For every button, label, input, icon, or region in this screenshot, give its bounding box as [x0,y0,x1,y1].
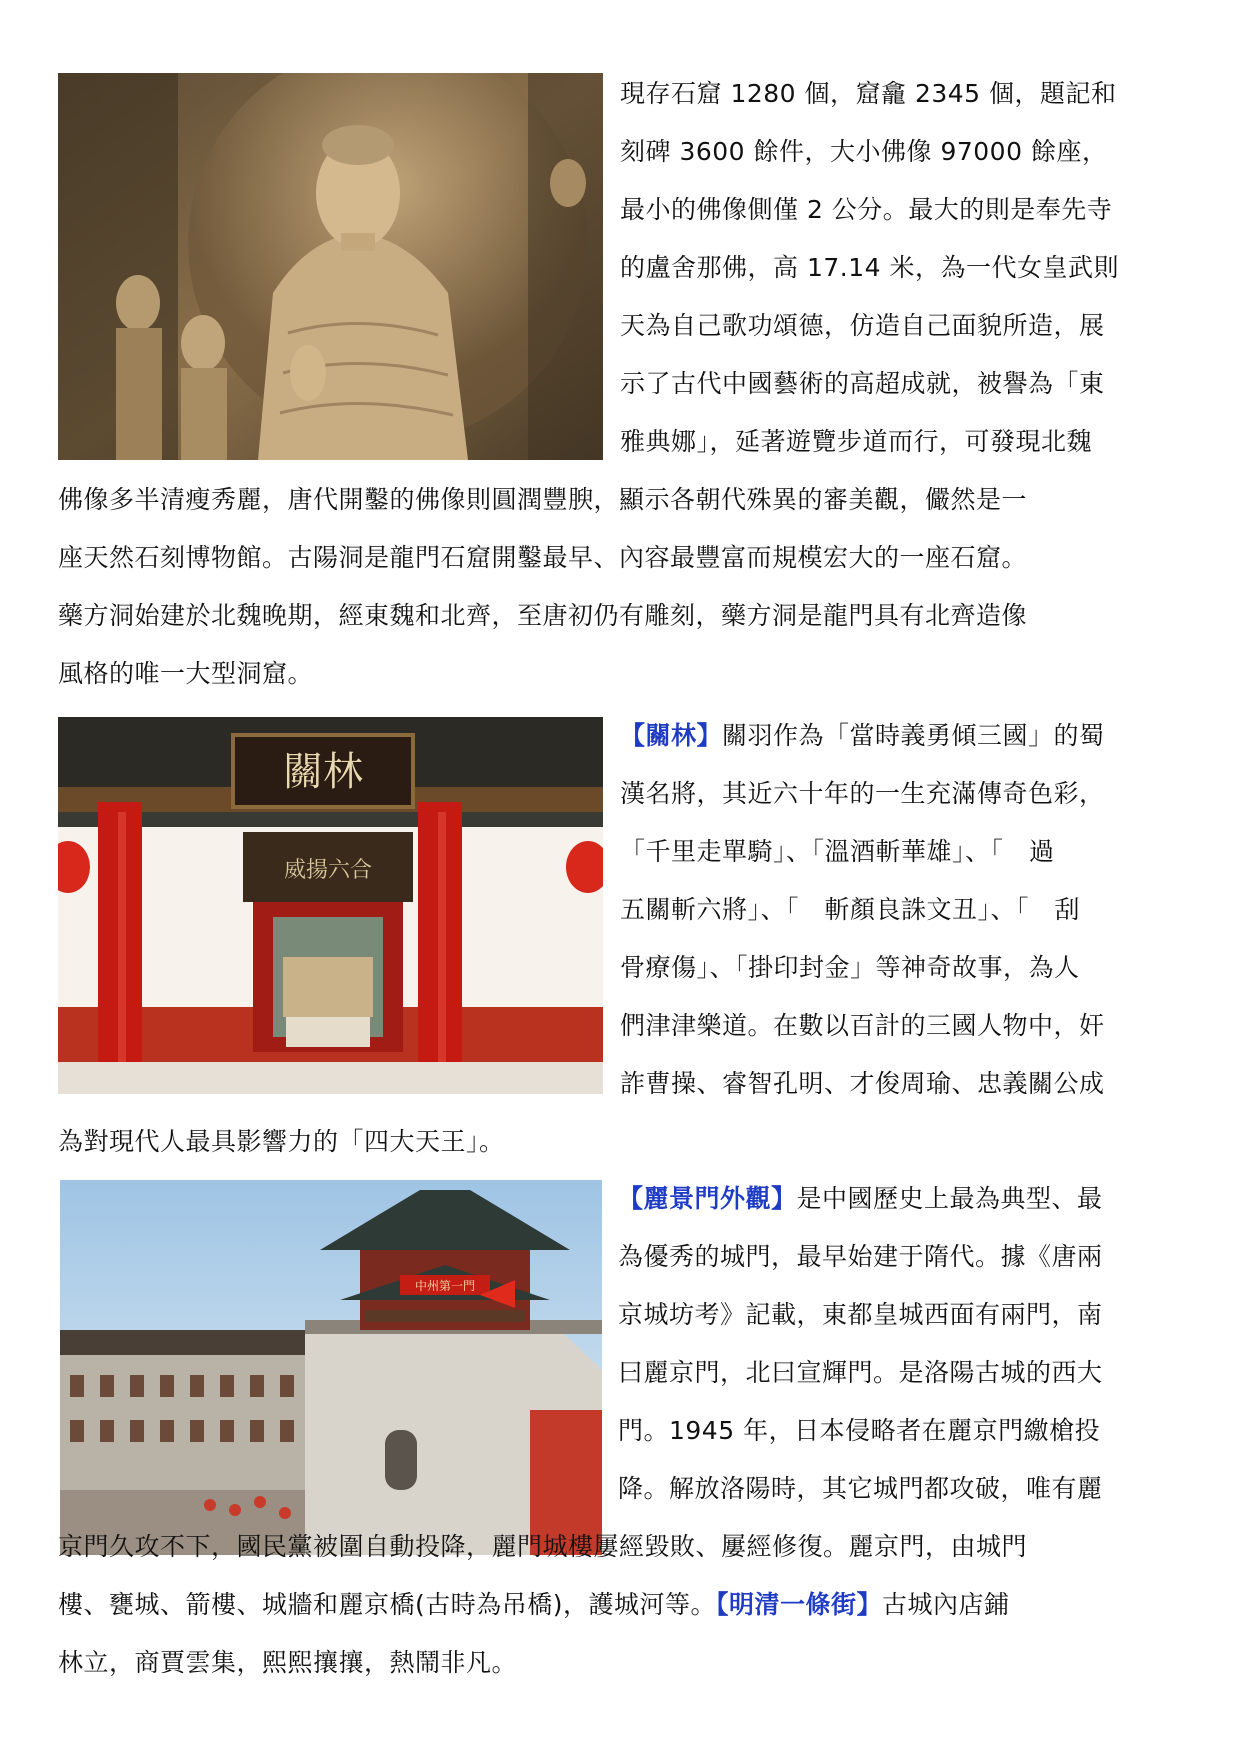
text-line: 為對現代人最具影響力的「四大天王」。 [58,1127,505,1156]
text-line: 漢名將，其近六十年的一生充滿傳奇色彩， [620,779,1105,808]
text-line: 詐曹操、睿智孔明、才俊周瑜、忠義關公成 [620,1069,1105,1098]
text-line: 五關斬六將」、「 斬顏良誅文丑」、「 刮 [620,895,1081,924]
text-line: 京門久攻不下，國民黨被圍自動投降，麗門城樓屢經毀敗、屢經修復。麗京門，由城門 [58,1532,1028,1561]
text-line: 天為自己歌功頌德，仿造自己面貌所造，展 [620,311,1105,340]
text-line: 雅典娜」，延著遊覽步道而行，可發現北魏 [620,427,1093,456]
plaque-text: 關林 [283,749,363,795]
text-line: 們津津樂道。在數以百計的三國人物中，奸 [620,1011,1105,1040]
text-line: 曰麗京門，北曰宣輝門。是洛陽古城的西大 [618,1358,1103,1387]
section-heading-guanlin: 【關林】 [620,721,723,750]
section-heading-ming-qing-street: 【明清一條街】 [716,1590,883,1619]
text-line: 座天然石刻博物館。古陽洞是龍門石窟開鑿最早、內容最豐富而規模宏大的一座石窟。 [58,543,1028,572]
text-line: 降。解放洛陽時，其它城門都攻破，唯有麗 [618,1474,1103,1503]
text-line: 為優秀的城門，最早始建于隋代。據《唐兩 [618,1242,1103,1271]
text-line: 風格的唯一大型洞窟。 [58,659,314,688]
lijing-gate-photo [60,1180,602,1555]
buddha-statue-photo [58,73,603,460]
text-line: 最小的佛像側僅 2 公分。最大的則是奉先寺 [620,195,1113,224]
text-line: 林立，商賈雲集，熙熙攘攘，熱鬧非凡。 [58,1648,518,1677]
text-line: 示了古代中國藝術的高超成就，被譽為「東 [620,369,1105,398]
text-line: 骨療傷」、「掛印封金」等神奇故事，為人 [620,953,1080,982]
text-line: 【關林】關羽作為「當時義勇傾三國」的蜀 [620,721,1105,750]
text-line: 【麗景門外觀】是中國歷史上最為典型、最 [618,1184,1103,1213]
text-line: 門。1945 年，日本侵略者在麗京門繳槍投 [618,1416,1101,1445]
svg-text:中州第一門: 中州第一門 [414,1279,476,1293]
svg-text:威揚六合: 威揚六合 [283,858,373,883]
text-line: 的盧舍那佛，高 17.14 米，為一代女皇武則 [620,253,1119,282]
section-heading-lijing-gate: 【麗景門外觀】 [618,1184,797,1213]
text-line: 樓、甕城、箭樓、城牆和麗京橋(古時為吊橋)，護城河等。【明清一條街】古城內店鋪 [58,1590,1010,1619]
text-line: 現存石窟 1280 個，窟龕 2345 個，題記和 [620,79,1117,108]
guanlin-temple-photo [58,717,603,1094]
text-line: 京城坊考》記載，東都皇城西面有兩門，南 [618,1300,1103,1329]
text-line: 藥方洞始建於北魏晚期，經東魏和北齊，至唐初仍有雕刻，藥方洞是龍門具有北齊造像 [58,601,1028,630]
text-line: 刻碑 3600 餘件，大小佛像 97000 餘座， [620,137,1108,166]
text-line: 「千里走單騎」、「溫酒斬華雄」、「 過 [620,837,1055,866]
text-line: 佛像多半清瘦秀麗，唐代開鑿的佛像則圓潤豐腴，顯示各朝代殊異的審美觀，儼然是一 [58,485,1028,514]
